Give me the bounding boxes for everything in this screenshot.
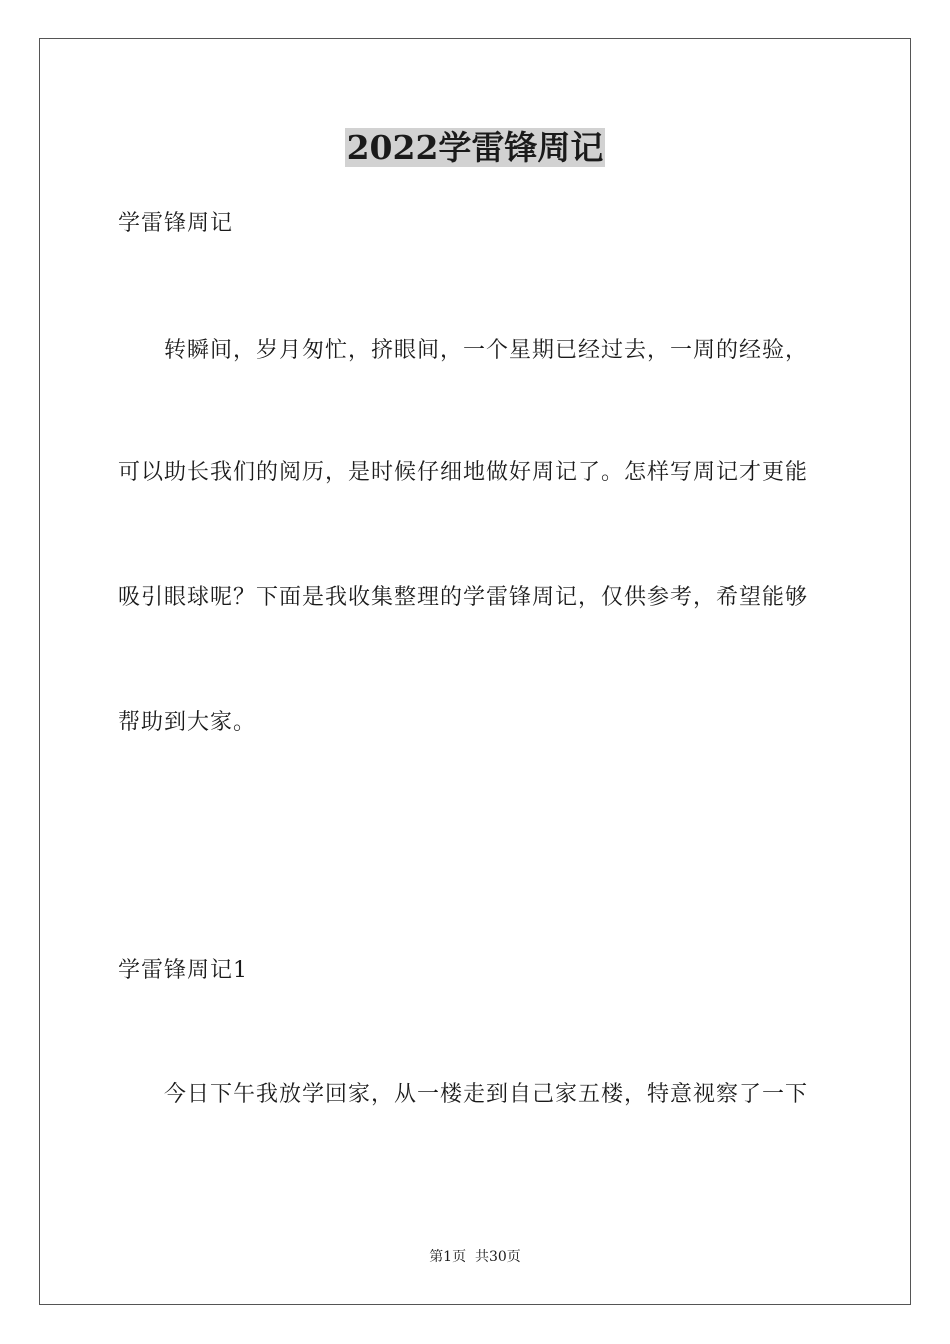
intro-line-1: 转瞬间，岁月匆忙，挤眼间，一个星期已经过去，一周的经验， (164, 338, 809, 363)
intro-line-4: 帮助到大家。 (118, 710, 257, 735)
intro-line-2: 可以助长我们的阅历，是时候仔细地做好周记了。怎样写周记才更能 (118, 460, 809, 485)
document-title (0, 126, 950, 170)
section-heading: 学雷锋周记1 (118, 958, 248, 983)
page-number: 第1页 共30页 (429, 1249, 521, 1265)
intro-line-3: 吸引眼球呢？下面是我收集整理的学雷锋周记，仅供参考，希望能够 (118, 585, 809, 610)
section-line-1: 今日下午我放学回家，从一楼走到自己家五楼，特意视察了一下 (164, 1082, 809, 1107)
document-title-text: 2022学雷锋周记 (346, 128, 604, 167)
subtitle: 学雷锋周记 (118, 211, 234, 236)
